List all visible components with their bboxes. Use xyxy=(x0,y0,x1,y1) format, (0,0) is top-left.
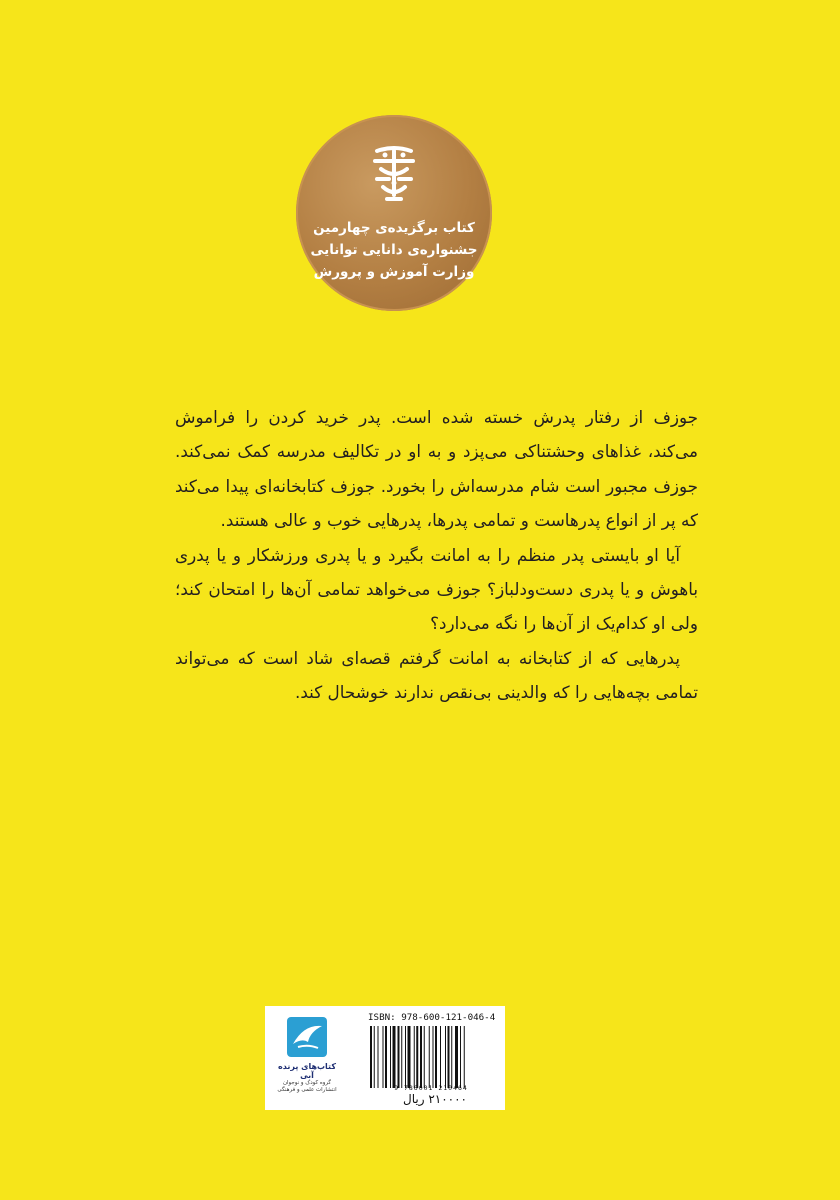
calligraphy-emblem-icon xyxy=(369,145,419,203)
badge-line: وزارت آموزش و پرورش xyxy=(313,264,475,280)
badge-caption xyxy=(306,217,482,283)
bird-logo-icon xyxy=(284,1014,330,1060)
barcode-bar xyxy=(374,1026,375,1088)
barcode-bar xyxy=(424,1026,425,1088)
barcode-bar xyxy=(383,1026,384,1088)
badge-line: کتاب برگزیده‌ی چهارمین xyxy=(313,220,475,236)
barcode-bar xyxy=(408,1026,411,1088)
publisher-subtitle: گروه کودک و نوجوان xyxy=(282,1080,332,1086)
barcode-bar xyxy=(414,1026,415,1088)
barcode-bar xyxy=(433,1026,434,1088)
barcode-bar xyxy=(370,1026,372,1088)
barcode-bar xyxy=(464,1026,465,1088)
barcode-bar xyxy=(451,1026,452,1088)
barcode-bar xyxy=(416,1026,418,1088)
isbn-label: ISBN: 978-600-121-046-4 xyxy=(368,1012,496,1023)
summary-paragraph: پدرهایی که از کتابخانه به امانت گرفتم قصه‌ای شاد است که می‌تواند تمامی بچه‌هایی را که والدینی بی‌نقص ندارند خوشحال کند. xyxy=(175,647,698,703)
barcode-bar xyxy=(378,1026,379,1088)
barcode-bar xyxy=(440,1026,441,1088)
publisher-block xyxy=(277,1014,337,1104)
barcode-bar xyxy=(448,1026,450,1088)
barcode-bar xyxy=(390,1026,391,1088)
barcode-bar xyxy=(429,1026,430,1088)
barcode-bar xyxy=(435,1026,437,1088)
barcode-bar xyxy=(398,1026,400,1088)
publisher-name: کتاب‌های پرنده آبی xyxy=(278,1062,336,1080)
barcode-bar xyxy=(460,1026,461,1088)
barcode-bar xyxy=(445,1026,446,1088)
award-badge xyxy=(296,115,492,311)
price-label: ۲۱۰۰۰۰ ریال xyxy=(403,1092,467,1106)
publisher-subtitle: انتشارات علمی و فرهنگی xyxy=(277,1087,337,1093)
summary-paragraph: جوزف از رفتار پدرش خسته شده است. پدر خرید کردن را فراموش می‌کند، غذاهای وحشتناکی می‌پزد و به او در تکالیف مدرسه کمک نمی‌کند. جوزف مجبور است شام مدرسه‌اش را بخورد. جوزف کتابخانه‌ای پیدا می‌کند که پر از انواع پدرهاست و تمامی پدرها، پدرهایی خوب و عالی هستند. xyxy=(175,407,698,531)
barcode-graphic xyxy=(370,1026,494,1088)
barcode-digits: 9 786001 210464 xyxy=(394,1084,468,1092)
barcode-bar xyxy=(420,1026,422,1088)
barcode-bar xyxy=(393,1026,396,1088)
barcode-bar xyxy=(401,1026,402,1088)
barcode-card xyxy=(265,1006,505,1110)
barcode-bar xyxy=(455,1026,458,1088)
summary-paragraph: آیا او بایستی پدر منظم را به امانت بگیرد و یا پدری ورزشکار و یا پدری باهوش و یا پدری دست‌ودلباز؟ جوزف می‌خواهد تمامی آن‌ها را امتحان کند؛ ولی او کدام‌یک از آن‌ها را نگه می‌دارد؟ xyxy=(175,544,698,634)
barcode-bar xyxy=(385,1026,387,1088)
barcode-bar xyxy=(405,1026,406,1088)
book-summary xyxy=(175,400,698,710)
badge-line: جشنواره‌ی دانایی توانایی xyxy=(310,242,478,258)
